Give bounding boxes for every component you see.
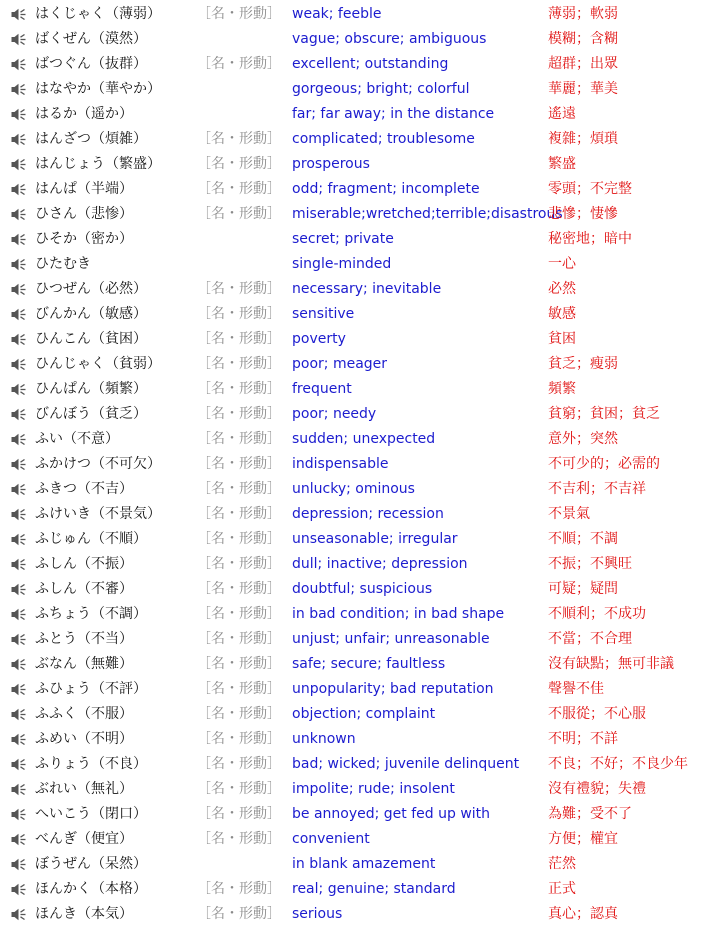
vocabulary-list xyxy=(0,2,720,927)
speaker-icon[interactable] xyxy=(11,258,27,271)
speaker-icon[interactable] xyxy=(11,833,27,846)
chinese-meaning: 方便；權宜 xyxy=(548,831,618,847)
part-of-speech: ［名・形動］ xyxy=(197,556,281,572)
japanese-term: ばつぐん（抜群） xyxy=(35,56,147,72)
part-of-speech: ［名・形動］ xyxy=(197,581,281,597)
japanese-term: ひたむき xyxy=(35,256,91,272)
part-of-speech: ［名・形動］ xyxy=(197,281,281,297)
list-item xyxy=(0,502,720,527)
japanese-term: ふとう（不当） xyxy=(35,631,133,647)
japanese-term: びんぼう（貧乏） xyxy=(35,406,147,422)
japanese-term: ひつぜん（必然） xyxy=(35,281,147,297)
part-of-speech: ［名・形動］ xyxy=(197,656,281,672)
english-meaning: convenient xyxy=(292,831,370,847)
chinese-meaning: 不順利；不成功 xyxy=(548,606,646,622)
english-meaning: weak; feeble xyxy=(292,6,382,22)
speaker-icon[interactable] xyxy=(11,208,27,221)
list-item xyxy=(0,302,720,327)
japanese-term: ふかけつ（不可欠） xyxy=(35,456,161,472)
list-item xyxy=(0,177,720,202)
speaker-icon[interactable] xyxy=(11,733,27,746)
part-of-speech: ［名・形動］ xyxy=(197,356,281,372)
speaker-icon[interactable] xyxy=(11,108,27,121)
japanese-term: ふしん（不振） xyxy=(35,556,133,572)
english-meaning: in blank amazement xyxy=(292,856,436,872)
japanese-term: べんぎ（便宜） xyxy=(35,831,133,847)
english-meaning: poor; needy xyxy=(292,406,377,422)
chinese-meaning: 薄弱；軟弱 xyxy=(548,6,618,22)
chinese-meaning: 茫然 xyxy=(548,856,576,872)
speaker-icon[interactable] xyxy=(11,8,27,21)
speaker-icon[interactable] xyxy=(11,33,27,46)
part-of-speech: ［名・形動］ xyxy=(197,831,281,847)
chinese-meaning: 不可少的；必需的 xyxy=(548,456,660,472)
list-item xyxy=(0,77,720,102)
list-item xyxy=(0,377,720,402)
speaker-icon[interactable] xyxy=(11,508,27,521)
english-meaning: impolite; rude; insolent xyxy=(292,781,455,797)
speaker-icon[interactable] xyxy=(11,658,27,671)
chinese-meaning: 為難；受不了 xyxy=(548,806,632,822)
list-item xyxy=(0,677,720,702)
japanese-term: ふきつ（不吉） xyxy=(35,481,133,497)
japanese-term: はんじょう（繁盛） xyxy=(35,156,161,172)
english-meaning: sudden; unexpected xyxy=(292,431,436,447)
part-of-speech: ［名・形動］ xyxy=(197,631,281,647)
list-item xyxy=(0,827,720,852)
list-item xyxy=(0,602,720,627)
speaker-icon[interactable] xyxy=(11,308,27,321)
chinese-meaning: 可疑；疑問 xyxy=(548,581,618,597)
part-of-speech: ［名・形動］ xyxy=(197,756,281,772)
speaker-icon[interactable] xyxy=(11,558,27,571)
chinese-meaning: 不良；不好；不良少年 xyxy=(548,756,688,772)
part-of-speech: ［名・形動］ xyxy=(197,806,281,822)
chinese-meaning: 不明；不詳 xyxy=(548,731,618,747)
japanese-term: はんざつ（煩雑） xyxy=(35,131,147,147)
english-meaning: far; far away; in the distance xyxy=(292,106,495,122)
japanese-term: ばくぜん（漠然） xyxy=(35,31,147,47)
japanese-term: はなやか（華やか） xyxy=(35,81,161,97)
english-meaning: indispensable xyxy=(292,456,389,472)
chinese-meaning: 貧窮；貧困；貧乏 xyxy=(548,406,660,422)
part-of-speech: ［名・形動］ xyxy=(197,431,281,447)
speaker-icon[interactable] xyxy=(11,883,27,896)
english-meaning: real; genuine; standard xyxy=(292,881,456,897)
speaker-icon[interactable] xyxy=(11,183,27,196)
chinese-meaning: 不順；不調 xyxy=(548,531,618,547)
english-meaning: depression; recession xyxy=(292,506,444,522)
japanese-term: ひんこん（貧困） xyxy=(35,331,147,347)
chinese-meaning: 聲譽不佳 xyxy=(548,681,604,697)
part-of-speech: ［名・形動］ xyxy=(197,706,281,722)
list-item xyxy=(0,752,720,777)
japanese-term: ひさん（悲惨） xyxy=(35,206,133,222)
chinese-meaning: 必然 xyxy=(548,281,576,297)
english-meaning: safe; secure; faultless xyxy=(292,656,446,672)
japanese-term: ぶれい（無礼） xyxy=(35,781,133,797)
part-of-speech: ［名・形動］ xyxy=(197,156,281,172)
list-item xyxy=(0,552,720,577)
speaker-icon[interactable] xyxy=(11,758,27,771)
japanese-term: ふい（不意） xyxy=(35,431,119,447)
english-meaning: odd; fragment; incomplete xyxy=(292,181,480,197)
japanese-term: はくじゃく（薄弱） xyxy=(35,6,161,22)
chinese-meaning: 超群；出眾 xyxy=(548,56,618,72)
english-meaning: unseasonable; irregular xyxy=(292,531,458,547)
english-meaning: poverty xyxy=(292,331,346,347)
japanese-term: ふしん（不審） xyxy=(35,581,133,597)
list-item xyxy=(0,527,720,552)
japanese-term: ふけいき（不景気） xyxy=(35,506,161,522)
english-meaning: miserable;wretched;terrible;disastrous xyxy=(292,206,563,222)
speaker-icon[interactable] xyxy=(11,608,27,621)
part-of-speech: ［名・形動］ xyxy=(197,381,281,397)
speaker-icon[interactable] xyxy=(11,83,27,96)
list-item xyxy=(0,102,720,127)
english-meaning: unlucky; ominous xyxy=(292,481,415,497)
english-meaning: be annoyed; get fed up with xyxy=(292,806,491,822)
speaker-icon[interactable] xyxy=(11,483,27,496)
speaker-icon[interactable] xyxy=(11,58,27,71)
speaker-icon[interactable] xyxy=(11,433,27,446)
part-of-speech: ［名・形動］ xyxy=(197,331,281,347)
speaker-icon[interactable] xyxy=(11,808,27,821)
list-item xyxy=(0,27,720,52)
speaker-icon[interactable] xyxy=(11,408,27,421)
japanese-term: ふひょう（不評） xyxy=(35,681,147,697)
speaker-icon[interactable] xyxy=(11,908,27,921)
list-item xyxy=(0,277,720,302)
list-item xyxy=(0,2,720,27)
chinese-meaning: 貧困 xyxy=(548,331,576,347)
list-item xyxy=(0,152,720,177)
japanese-term: ふりょう（不良） xyxy=(35,756,147,772)
speaker-icon[interactable] xyxy=(11,683,27,696)
chinese-meaning: 複雜；煩瑣 xyxy=(548,131,618,147)
english-meaning: complicated; troublesome xyxy=(292,131,475,147)
list-item xyxy=(0,227,720,252)
list-item xyxy=(0,902,720,927)
speaker-icon[interactable] xyxy=(11,383,27,396)
part-of-speech: ［名・形動］ xyxy=(197,456,281,472)
speaker-icon[interactable] xyxy=(11,333,27,346)
speaker-icon[interactable] xyxy=(11,583,27,596)
japanese-term: ふじゅん（不順） xyxy=(35,531,147,547)
japanese-term: ぼうぜん（呆然） xyxy=(35,856,147,872)
list-item xyxy=(0,802,720,827)
japanese-term: ほんき（本気） xyxy=(35,906,133,922)
list-item xyxy=(0,127,720,152)
list-item xyxy=(0,727,720,752)
japanese-term: はんぱ（半端） xyxy=(35,181,133,197)
chinese-meaning: 零頭；不完整 xyxy=(548,181,632,197)
list-item xyxy=(0,427,720,452)
english-meaning: unjust; unfair; unreasonable xyxy=(292,631,490,647)
part-of-speech: ［名・形動］ xyxy=(197,6,281,22)
part-of-speech: ［名・形動］ xyxy=(197,56,281,72)
chinese-meaning: 秘密地；暗中 xyxy=(548,231,632,247)
chinese-meaning: 不當；不合理 xyxy=(548,631,632,647)
japanese-term: へいこう（閉口） xyxy=(35,806,147,822)
list-item xyxy=(0,202,720,227)
japanese-term: びんかん（敏感） xyxy=(35,306,147,322)
part-of-speech: ［名・形動］ xyxy=(197,506,281,522)
chinese-meaning: 模糊；含糊 xyxy=(548,31,618,47)
list-item xyxy=(0,352,720,377)
chinese-meaning: 正式 xyxy=(548,881,576,897)
english-meaning: sensitive xyxy=(292,306,355,322)
english-meaning: in bad condition; in bad shape xyxy=(292,606,505,622)
chinese-meaning: 沒有缺點；無可非議 xyxy=(548,656,674,672)
list-item xyxy=(0,877,720,902)
japanese-term: ふめい（不明） xyxy=(35,731,133,747)
english-meaning: serious xyxy=(292,906,343,922)
english-meaning: frequent xyxy=(292,381,352,397)
japanese-term: ひそか（密か） xyxy=(35,231,133,247)
english-meaning: poor; meager xyxy=(292,356,388,372)
chinese-meaning: 不服從；不心服 xyxy=(548,706,646,722)
chinese-meaning: 繁盛 xyxy=(548,156,576,172)
english-meaning: unpopularity; bad reputation xyxy=(292,681,494,697)
list-item xyxy=(0,402,720,427)
list-item xyxy=(0,777,720,802)
english-meaning: gorgeous; bright; colorful xyxy=(292,81,470,97)
english-meaning: dull; inactive; depression xyxy=(292,556,468,572)
speaker-icon[interactable] xyxy=(11,458,27,471)
english-meaning: vague; obscure; ambiguous xyxy=(292,31,487,47)
english-meaning: prosperous xyxy=(292,156,370,172)
list-item xyxy=(0,702,720,727)
speaker-icon[interactable] xyxy=(11,708,27,721)
speaker-icon[interactable] xyxy=(11,858,27,871)
chinese-meaning: 沒有禮貌；失禮 xyxy=(548,781,646,797)
english-meaning: necessary; inevitable xyxy=(292,281,442,297)
part-of-speech: ［名・形動］ xyxy=(197,531,281,547)
part-of-speech: ［名・形動］ xyxy=(197,406,281,422)
speaker-icon[interactable] xyxy=(11,133,27,146)
part-of-speech: ［名・形動］ xyxy=(197,731,281,747)
chinese-meaning: 悲慘；悽慘 xyxy=(548,206,618,222)
english-meaning: unknown xyxy=(292,731,356,747)
part-of-speech: ［名・形動］ xyxy=(197,206,281,222)
chinese-meaning: 不振；不興旺 xyxy=(548,556,632,572)
speaker-icon[interactable] xyxy=(11,158,27,171)
part-of-speech: ［名・形動］ xyxy=(197,481,281,497)
list-item xyxy=(0,477,720,502)
chinese-meaning: 不吉利；不吉祥 xyxy=(548,481,646,497)
japanese-term: ほんかく（本格） xyxy=(35,881,147,897)
list-item xyxy=(0,852,720,877)
chinese-meaning: 頻繁 xyxy=(548,381,576,397)
part-of-speech: ［名・形動］ xyxy=(197,131,281,147)
english-meaning: bad; wicked; juvenile delinquent xyxy=(292,756,520,772)
list-item xyxy=(0,252,720,277)
japanese-term: ふちょう（不調） xyxy=(35,606,147,622)
list-item xyxy=(0,327,720,352)
speaker-icon[interactable] xyxy=(11,358,27,371)
part-of-speech: ［名・形動］ xyxy=(197,906,281,922)
speaker-icon[interactable] xyxy=(11,233,27,246)
speaker-icon[interactable] xyxy=(11,283,27,296)
part-of-speech: ［名・形動］ xyxy=(197,781,281,797)
chinese-meaning: 一心 xyxy=(548,256,576,272)
japanese-term: ぶなん（無難） xyxy=(35,656,133,672)
english-meaning: single-minded xyxy=(292,256,392,272)
english-meaning: objection; complaint xyxy=(292,706,436,722)
english-meaning: secret; private xyxy=(292,231,394,247)
list-item xyxy=(0,627,720,652)
list-item xyxy=(0,52,720,77)
chinese-meaning: 敏感 xyxy=(548,306,576,322)
japanese-term: ひんじゃく（貧弱） xyxy=(35,356,161,372)
chinese-meaning: 真心；認真 xyxy=(548,906,618,922)
part-of-speech: ［名・形動］ xyxy=(197,181,281,197)
list-item xyxy=(0,652,720,677)
chinese-meaning: 不景氣 xyxy=(548,506,590,522)
list-item xyxy=(0,577,720,602)
japanese-term: はるか（遥か） xyxy=(35,106,133,122)
speaker-icon[interactable] xyxy=(11,783,27,796)
chinese-meaning: 意外；突然 xyxy=(548,431,618,447)
part-of-speech: ［名・形動］ xyxy=(197,681,281,697)
speaker-icon[interactable] xyxy=(11,533,27,546)
chinese-meaning: 遙遠 xyxy=(548,106,576,122)
english-meaning: doubtful; suspicious xyxy=(292,581,433,597)
part-of-speech: ［名・形動］ xyxy=(197,306,281,322)
english-meaning: excellent; outstanding xyxy=(292,56,449,72)
list-item xyxy=(0,452,720,477)
japanese-term: ひんぱん（頻繁） xyxy=(35,381,147,397)
chinese-meaning: 華麗；華美 xyxy=(548,81,618,97)
japanese-term: ふふく（不服） xyxy=(35,706,133,722)
chinese-meaning: 貧乏；瘦弱 xyxy=(548,356,618,372)
part-of-speech: ［名・形動］ xyxy=(197,606,281,622)
part-of-speech: ［名・形動］ xyxy=(197,881,281,897)
speaker-icon[interactable] xyxy=(11,633,27,646)
